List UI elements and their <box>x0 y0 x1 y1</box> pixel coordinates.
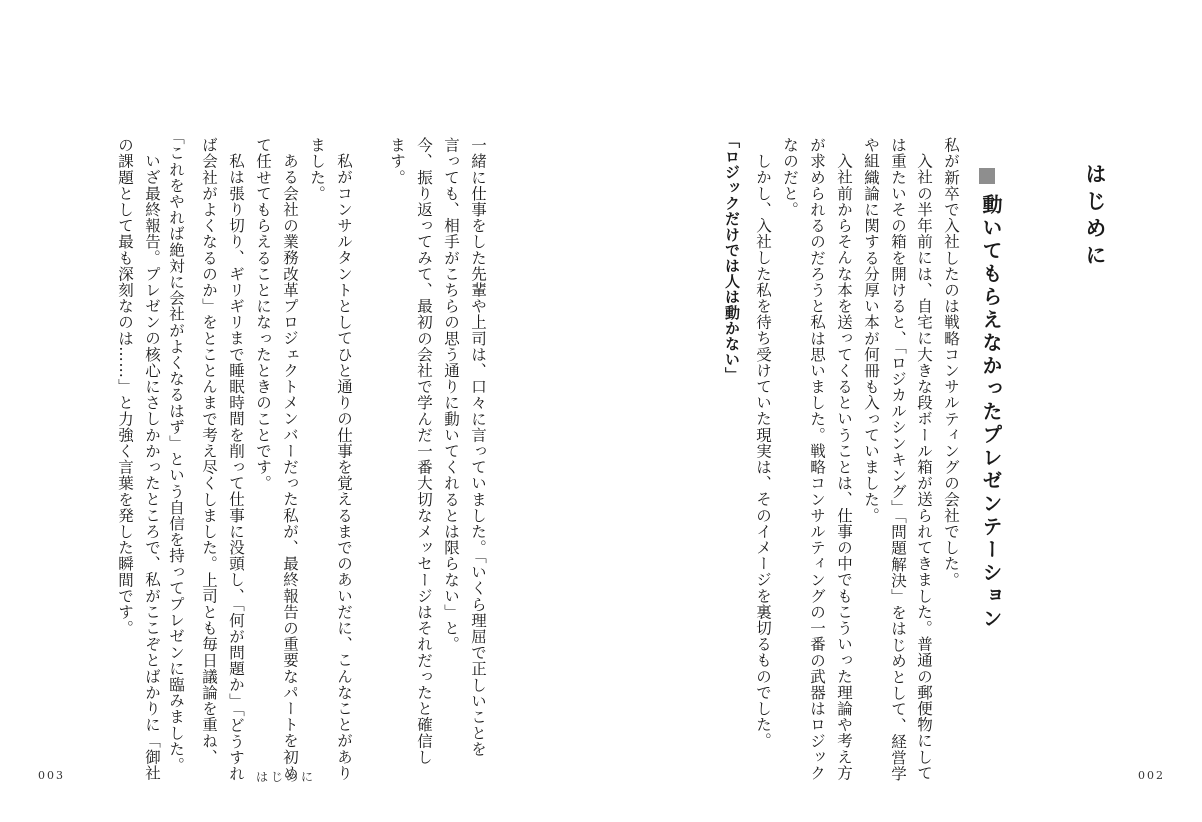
left-page-line-10: ば会社がよくなるのか」をとことんまで考え尽くしました。上司とも毎日議論を重ね、 <box>200 137 218 765</box>
section-heading: 動いてもらえなかったプレゼンテーション <box>979 194 1003 631</box>
left-page-line-13: の課題として最も深刻なのは……」と力強く言葉を発した瞬間です。 <box>116 137 134 637</box>
left-page-number: 003 <box>38 769 65 782</box>
left-page-line-3: 今、振り返ってみて、最初の会社で学んだ一番大切なメッセージはそれだったと確信し <box>415 137 433 765</box>
right-page-line-9-bold: 「ロジックだけでは人は動かない」 <box>723 133 741 383</box>
right-page-line-5: 入社前からそんな本を送ってくるということは、仕事の中でもこういった理論や考え方 <box>835 153 853 781</box>
left-page-line-2: 言っても、相手がこちらの思う通りに動いてくれるとは限らない」と。 <box>442 137 460 653</box>
right-page-line-8: しかし、入社した私を待ち受けていた現実は、そのイメージを裏切るものでした。 <box>754 153 772 749</box>
left-page-line-4: ます。 <box>388 137 406 186</box>
left-page-line-9: 私は張り切り、ギリギリまで睡眠時間を削って仕事に没頭し、「何が問題か」「どうすれ <box>227 153 245 782</box>
left-page-line-12: いざ最終報告。プレゼンの核心にさしかかったところで、私がここぞとばかりに「御社 <box>143 153 161 781</box>
left-page-line-7: ある会社の業務改革プロジェクトメンバーだった私が、最終報告の重要なパートを初め <box>281 153 299 781</box>
right-page-line-6: が求められるのだろうと私は思いました。戦略コンサルティングの一番の武器はロジック <box>808 137 826 781</box>
right-page-line-1: 私が新卒で入社したのは戦略コンサルティングの会社でした。 <box>942 137 960 588</box>
right-page-line-7: なのだと。 <box>781 137 799 218</box>
left-page-line-1: 一緒に仕事をした先輩や上司は、口々に言っていました。「いくら理屈で正しいことを <box>469 137 487 758</box>
right-page-line-3: は重たいその箱を開けると、「ロジカルシンキング」「問題解決」をはじめとして、経営学 <box>889 137 907 782</box>
left-page-line-11: 「これをやれば絶対に会社がよくなるはず」という自信を持ってプレゼンに臨みました。 <box>167 129 185 773</box>
left-page-line-6: ました。 <box>308 137 326 202</box>
chapter-title: はじめに <box>1083 163 1107 271</box>
right-page-number: 002 <box>1138 769 1165 782</box>
section-heading-square-icon <box>979 168 995 184</box>
right-page-line-2: 入社の半年前には、自宅に大きな段ボール箱が送られてきました。普通の郵便物にして <box>915 153 933 781</box>
running-head: はじめに <box>256 770 317 784</box>
left-page-line-8: て任せてもらえることになったときのことです。 <box>254 137 272 492</box>
right-page-line-4: や組織論に関する分厚い本が何冊も入っていました。 <box>862 137 880 524</box>
left-page-line-5: 私がコンサルタントとしてひと通りの仕事を覚えるまでのあいだに、こんなことがあり <box>335 153 353 781</box>
